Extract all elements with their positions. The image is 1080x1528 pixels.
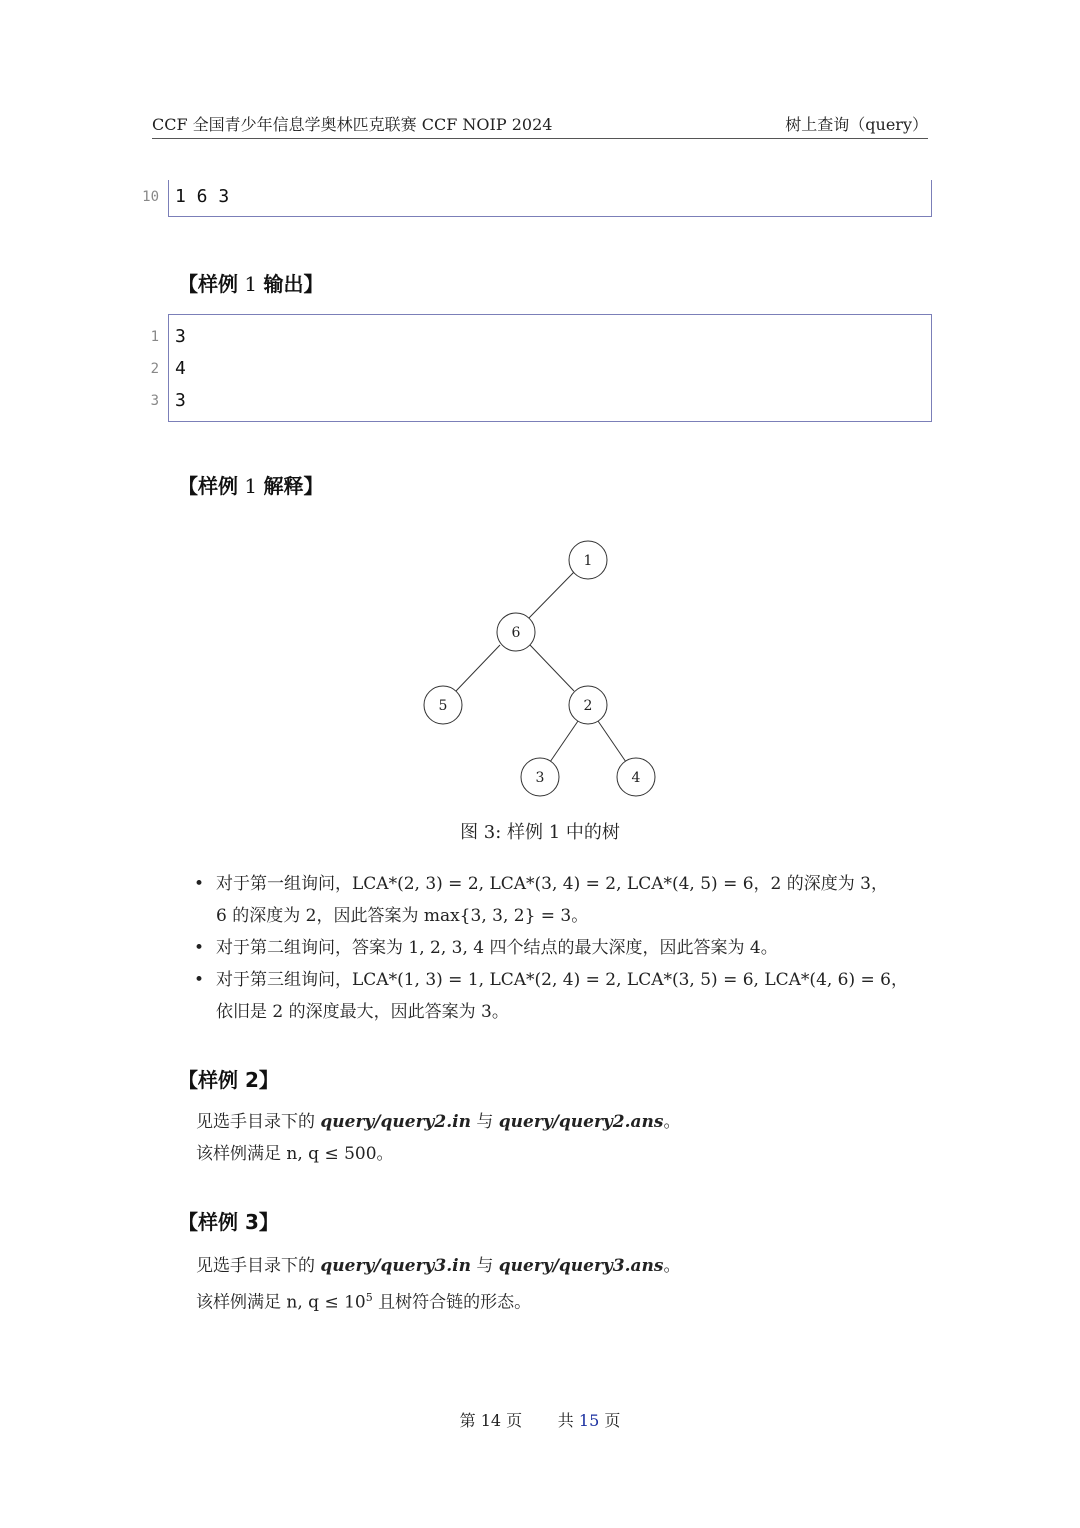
code-row: 1 3 xyxy=(150,326,186,347)
file-name: query/query2.in xyxy=(320,1112,471,1132)
svg-text:1: 1 xyxy=(583,553,593,569)
total-pages-link[interactable]: 15 xyxy=(578,1411,600,1430)
code-row: 2 4 xyxy=(150,358,186,379)
sample3-title: 【样例 3】 xyxy=(178,1210,279,1234)
svg-text:3: 3 xyxy=(535,770,545,786)
tree-node xyxy=(521,758,559,796)
tree-node xyxy=(497,613,535,651)
svg-text:2: 2 xyxy=(583,698,593,714)
svg-text:5: 5 xyxy=(438,698,448,714)
sample2-body: 见选手目录下的 query/query2.in 与 query/query2.ans。 该样例满足 n, q ≤ 500。 xyxy=(196,1112,681,1164)
figure-caption: 图 3: 样例 1 中的树 xyxy=(460,822,620,843)
tree-node xyxy=(569,686,607,724)
svg-text:4: 4 xyxy=(631,770,641,786)
list-item: • 对于第二组询问，答案为 1, 2, 3, 4 四个结点的最大深度，因此答案为 4。 xyxy=(194,938,778,958)
list-item: • 对于第一组询问，LCA*(2, 3) = 2, LCA*(3, 4) = 2, LCA*(4, 5) = 6，2 的深度为 3， 6 的深度为 2，因此答案为 max{3, 3, 2} = 3。 xyxy=(194,874,888,926)
file-name: query/query3.in xyxy=(320,1256,471,1276)
sample1-output-title: 【样例 1 输出】 xyxy=(178,272,324,296)
tree-node xyxy=(569,541,607,579)
file-name: query/query2.ans xyxy=(498,1112,664,1132)
file-name: query/query3.ans xyxy=(498,1256,664,1276)
explanation-list xyxy=(192,868,952,1028)
page-number: 第 14 页 xyxy=(459,1411,523,1430)
sample1-explain-title: 【样例 1 解释】 xyxy=(178,474,324,498)
tree-node xyxy=(424,686,462,724)
svg-text:6: 6 xyxy=(511,625,521,641)
sample2-title: 【样例 2】 xyxy=(178,1068,279,1092)
header-left: CCF 全国青少年信息学奥林匹克联赛 CCF NOIP 2024 xyxy=(152,115,553,134)
header-right: 树上查询（query） xyxy=(785,115,928,134)
page-footer: 第 14 页 共 15 页 xyxy=(459,1411,621,1430)
line-number: 10 xyxy=(142,189,159,205)
sample3-body: 见选手目录下的 query/query3.in 与 query/query3.ans。 该样例满足 n, $q \le 10^5$ 且树符合链的形态。 xyxy=(196,1256,681,1313)
code-row: 3 3 xyxy=(150,390,186,411)
tree-node xyxy=(617,758,655,796)
code-line: 1 6 3 xyxy=(175,186,230,207)
list-item: • 对于第三组询问，LCA*(1, 3) = 1, LCA*(2, 4) = 2, LCA*(3, 5) = 6, LCA*(4, 6) = 6， 依旧是 2 的深度最大，因此答案为 3。 xyxy=(194,970,909,1022)
